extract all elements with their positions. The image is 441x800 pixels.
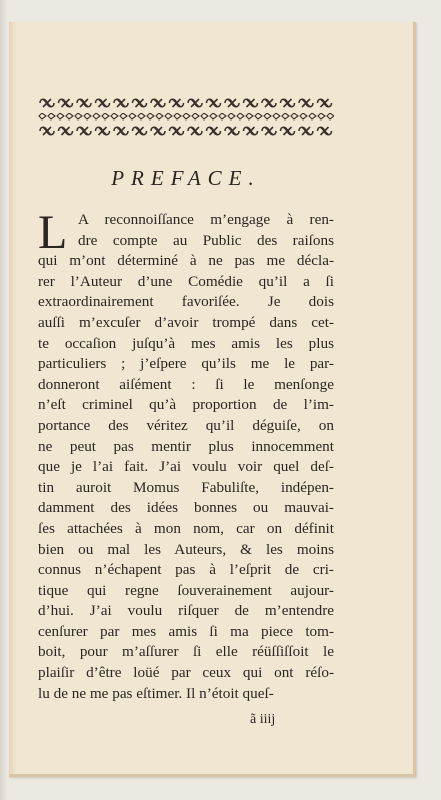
text-line: lu de ne me pas eſtimer. Il n’étoit queſ-: [38, 684, 274, 702]
text-line: donneront aiſément : ſi le menſonge: [38, 375, 334, 393]
text-line: extraordinairement favoriſée. Je dois: [38, 293, 334, 311]
preface-text: [38, 206, 334, 704]
text-line: auſſi m’excuſer d’avoir trompé dans cet-: [38, 313, 334, 331]
text-line: qui m’ont déterminé à ne pas me décla-: [38, 252, 334, 270]
text-line: dre compte au Public des raiſons: [78, 231, 334, 249]
text-line: ſes attachées à mon nom, car on définit: [38, 519, 334, 537]
text-line: ne peut pas mentir plus innocemment: [38, 437, 334, 455]
text-line: damment des idées bonnes ou mauvai-: [38, 499, 334, 517]
page-gutter-shade: [9, 22, 17, 774]
text-line: te occaſion juſqu’à mes amis les plus: [38, 334, 334, 352]
text-line: d’hui. J’ai voulu riſquer de m’entendre: [38, 602, 334, 620]
text-line: cenſurer par mes amis ſi ma piece tom-: [38, 622, 334, 640]
text-line: connus n’échapent pas à l’eſprit de cri-: [38, 561, 334, 579]
text-line: plaiſir d’être loüé par ceux qui ont réſo-: [38, 664, 334, 682]
drop-cap: L: [38, 206, 68, 259]
page-title: PREFACE.: [111, 166, 261, 190]
text-line: portance des véritez qu’il déguiſe, on: [38, 416, 334, 434]
text-line: tin auroit Momus Fabuliſte, indépen-: [38, 478, 334, 496]
text-line: que je l’ai fait. J’ai voulu voir quel deſ-: [38, 458, 334, 476]
text-line: boit, pour m’aſſurer ſi elle réüſſiſſoit le: [38, 643, 334, 661]
signature-mark: ã iiij: [250, 712, 276, 727]
decorative-headpiece-icon: [38, 96, 334, 140]
text-line: rer l’Auteur d’une Comédie qu’il a ſi: [38, 272, 334, 290]
text-line: bien ou mal les Auteurs, & les moins: [38, 540, 334, 558]
text-line: A reconnoiſſance m’engage à ren-: [78, 211, 334, 228]
text-line: particuliers ; j’eſpere qu’ils me le par-: [38, 355, 334, 373]
text-line: tique qui regne ſouverainement aujour-: [38, 581, 334, 599]
text-line: n’eſt criminel qu’à proportion de l’im-: [38, 396, 334, 414]
